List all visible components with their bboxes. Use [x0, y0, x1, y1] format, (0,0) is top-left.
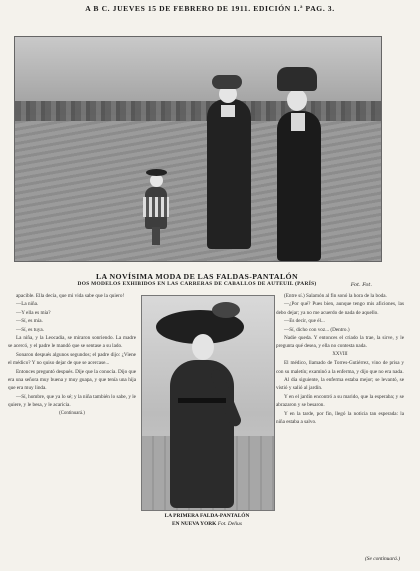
left-section-mark: (Continuará.) [59, 410, 85, 416]
woman-right-figure [277, 111, 321, 261]
hat-feather [212, 302, 240, 318]
right-column [276, 292, 404, 554]
top-photo-caption: LA NOVÍSIMA MODA DE LAS FALDAS-PANTALÓN [95, 272, 299, 281]
left-paragraph: —Sí, es tuya. [16, 326, 44, 333]
right-paragraph: —¿Por qué? Pues bien, aunque tengo mis aficiones, las debo dejar; ya no me acuerdo de nada de aquello. [276, 301, 404, 316]
woman-right-hat [277, 67, 317, 91]
right-section-number: XXVIII [332, 351, 348, 357]
center-caption-line2: EN NUEVA YORK [172, 521, 217, 527]
woman-left-collar [221, 105, 235, 117]
child-hat [146, 169, 167, 176]
left-paragraph: —Sí, es mía. [16, 318, 43, 325]
left-paragraph: apacible. Ella decía, que mi vida sabe que la quiero! [16, 293, 125, 299]
left-paragraph: —Y ella es mía? [16, 309, 51, 316]
right-paragraph: El médico, llamado de Torres-Gutiérrez, vino de prisa y con su maletín; examinó a la enferma, y dijo que no era nada. [276, 360, 404, 375]
center-photo-caption [141, 512, 273, 528]
tree-line [15, 101, 381, 121]
top-photograph [14, 36, 382, 262]
right-paragraph: —Sí, dicho con voz... (Dentro.) [284, 326, 350, 333]
child-legs [152, 227, 160, 245]
woman-belt [178, 398, 226, 403]
child-skirt [143, 197, 169, 217]
center-caption-line1: LA PRIMERA FALDA-PANTALÓN [164, 513, 250, 519]
continuation-note: (Se continuará.) [364, 556, 400, 562]
right-paragraph: Al día siguiente, la enferma estaba mejor; se levantó, se vistió y salió al jardín. [276, 377, 404, 392]
left-column [8, 292, 136, 562]
page-header: A B C. JUEVES 15 DE FEBRERO DE 1911. EDICIÓN 1.ª PAG. 3. [85, 4, 335, 13]
woman-head [192, 334, 214, 360]
left-paragraph: —La niña. [16, 301, 39, 308]
left-paragraph: Entonces preguntó después. Dije que la conocía. Dijo que era una señora muy buena y muy guapa, y que tenía una hija que era muy linda. [8, 368, 136, 392]
right-paragraph: (Entre sí.) Salamón al fin sonó la hora de la boda. [284, 293, 387, 299]
woman-right-head [287, 89, 307, 111]
right-paragraph: Nadie queda. Y entonces el criado la trae, la sirve, y le pregunta qué desea, y ella no contesta nada. [276, 335, 404, 350]
left-paragraph: —Sí, hombre, que ya lo sé; y la niña también lo sabe, y le quiere, y le besa, y le acaricia. [8, 393, 136, 409]
woman-left-figure [207, 99, 251, 249]
woman-left-hat [212, 75, 242, 89]
right-paragraph: Y en la tarde, por fin, llegó la noticia tan esperada: la niña estaba a salvo. [276, 410, 404, 426]
racecourse-field [15, 121, 381, 261]
left-paragraph: Sonaron después algunos segundos; el padre dijo: ¿Viene el médico? Y no quiso dejar de que se acercase... [8, 351, 136, 367]
woman-right-shirt [291, 113, 305, 131]
left-paragraph: La niña, y la Leocadia, se miraron sonriendo. La madre se acercó, y el padre le mandó que se sentase a su lado. [8, 335, 136, 350]
right-paragraph: Y en el jardín encontró a su marido, que la esperaba; y se abrazaron y se besaron. [276, 393, 404, 409]
right-paragraph: —Es decir, que él... [284, 318, 325, 325]
center-photograph [141, 295, 275, 511]
top-photo-credit: Fot. Fot. [350, 282, 372, 288]
center-photo-credit: Fot. Delius [217, 521, 242, 527]
top-photo-subcaption: DOS MODELOS EXHIBIDOS EN LAS CARRERAS DE CABALLOS DE AUTEUIL (PARÍS) [77, 281, 317, 287]
